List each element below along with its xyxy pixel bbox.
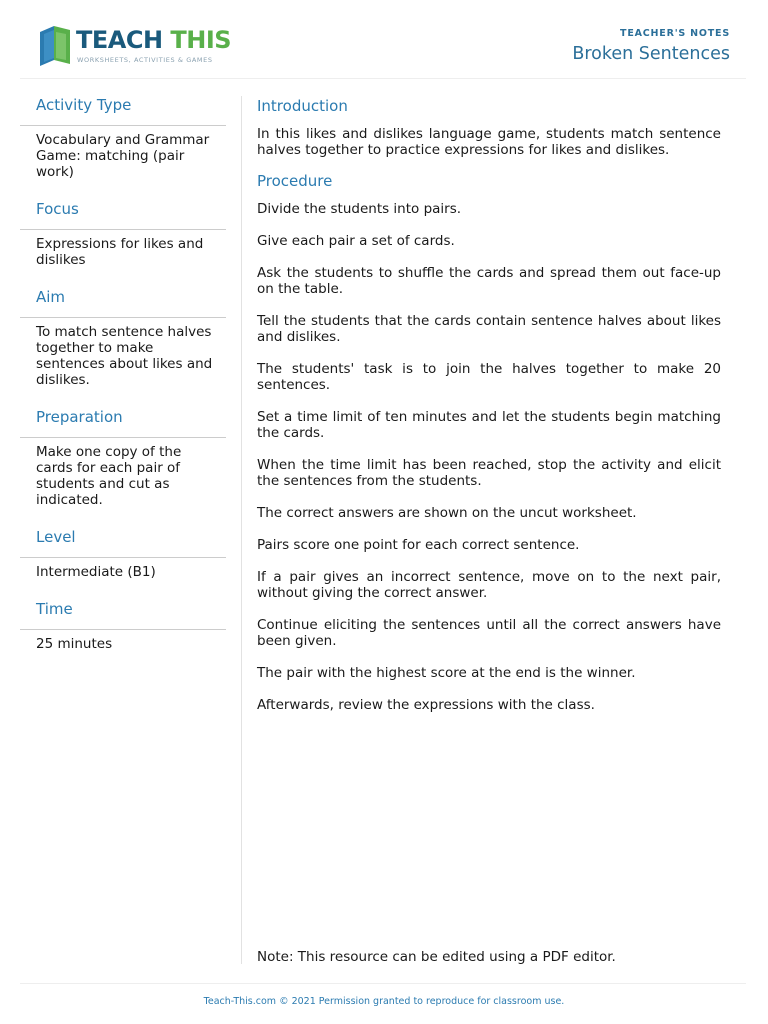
preparation-section [20, 406, 226, 508]
section-divider [20, 125, 226, 126]
section-text: To match sentence halves together to make sentences about likes and dislikes. [36, 324, 213, 388]
section-heading: Focus [36, 200, 79, 218]
teachers-notes-label: TEACHER'S NOTES [620, 28, 730, 39]
section-text: Make one copy of the cards for each pair of students and cut as indicated. [36, 444, 182, 508]
introduction-text: In this likes and dislikes language game, students match sentence halves together to practice expressions for likes and dislikes. [257, 126, 721, 158]
info-sidebar [20, 90, 226, 670]
aim-section [20, 286, 226, 388]
section-divider [20, 557, 226, 558]
procedure-step: The pair with the highest score at the end is the winner. [257, 665, 636, 681]
logo-tagline: WORKSHEETS, ACTIVITIES & GAMES [77, 56, 213, 64]
section-divider [20, 317, 226, 318]
teach-this-logo [36, 24, 236, 70]
logo-word-teach: TEACH [76, 26, 163, 54]
document-title: Broken Sentences [572, 44, 730, 64]
logo-wordmark [76, 28, 231, 52]
editing-note: Note: This resource can be edited using a PDF editor. [257, 949, 616, 965]
section-heading: Aim [36, 288, 66, 306]
logo-word-this: THIS [170, 26, 232, 54]
procedure-step: Continue eliciting the sentences until all the correct answers have been given. [257, 617, 721, 649]
procedure-step: Ask the students to shuffle the cards and spread them out face-up on the table. [257, 265, 721, 297]
section-text: Vocabulary and Grammar Game: matching (pair work) [36, 132, 210, 180]
introduction-heading: Introduction [257, 97, 348, 115]
procedure-step: Divide the students into pairs. [257, 201, 462, 217]
time-section [20, 598, 226, 652]
procedure-step: Pairs score one point for each correct sentence. [257, 537, 580, 553]
section-heading: Time [36, 600, 73, 618]
activity-type-section [20, 94, 226, 180]
procedure-step: Tell the students that the cards contain sentence halves about likes and dislikes. [257, 313, 721, 345]
section-text: 25 minutes [36, 636, 113, 652]
section-heading: Activity Type [36, 96, 132, 114]
footer-divider [20, 983, 746, 984]
procedure-step: Set a time limit of ten minutes and let the students begin matching the cards. [257, 409, 721, 441]
page-header [20, 0, 746, 79]
section-heading: Preparation [36, 408, 123, 426]
procedure-step: The correct answers are shown on the uncut worksheet. [257, 505, 637, 521]
main-content [257, 96, 721, 729]
section-divider [20, 629, 226, 630]
procedure-heading: Procedure [257, 172, 333, 190]
column-divider [241, 96, 242, 964]
book-logo-icon [36, 24, 76, 68]
section-text: Intermediate (B1) [36, 564, 156, 580]
focus-section [20, 198, 226, 268]
procedure-steps [257, 201, 721, 713]
footer-copyright: Teach-This.com © 2021 Permission granted to reproduce for classroom use. [203, 996, 565, 1007]
section-divider [20, 229, 226, 230]
section-divider [20, 437, 226, 438]
procedure-step: If a pair gives an incorrect sentence, move on to the next pair, without giving the correct answer. [257, 569, 721, 601]
procedure-step: The students' task is to join the halves together to make 20 sentences. [257, 361, 721, 393]
procedure-step: When the time limit has been reached, stop the activity and elicit the sentences from the students. [257, 457, 721, 489]
level-section [20, 526, 226, 580]
procedure-step: Give each pair a set of cards. [257, 233, 455, 249]
section-heading: Level [36, 528, 76, 546]
section-text: Expressions for likes and dislikes [36, 236, 204, 268]
procedure-step: Afterwards, review the expressions with the class. [257, 697, 595, 713]
